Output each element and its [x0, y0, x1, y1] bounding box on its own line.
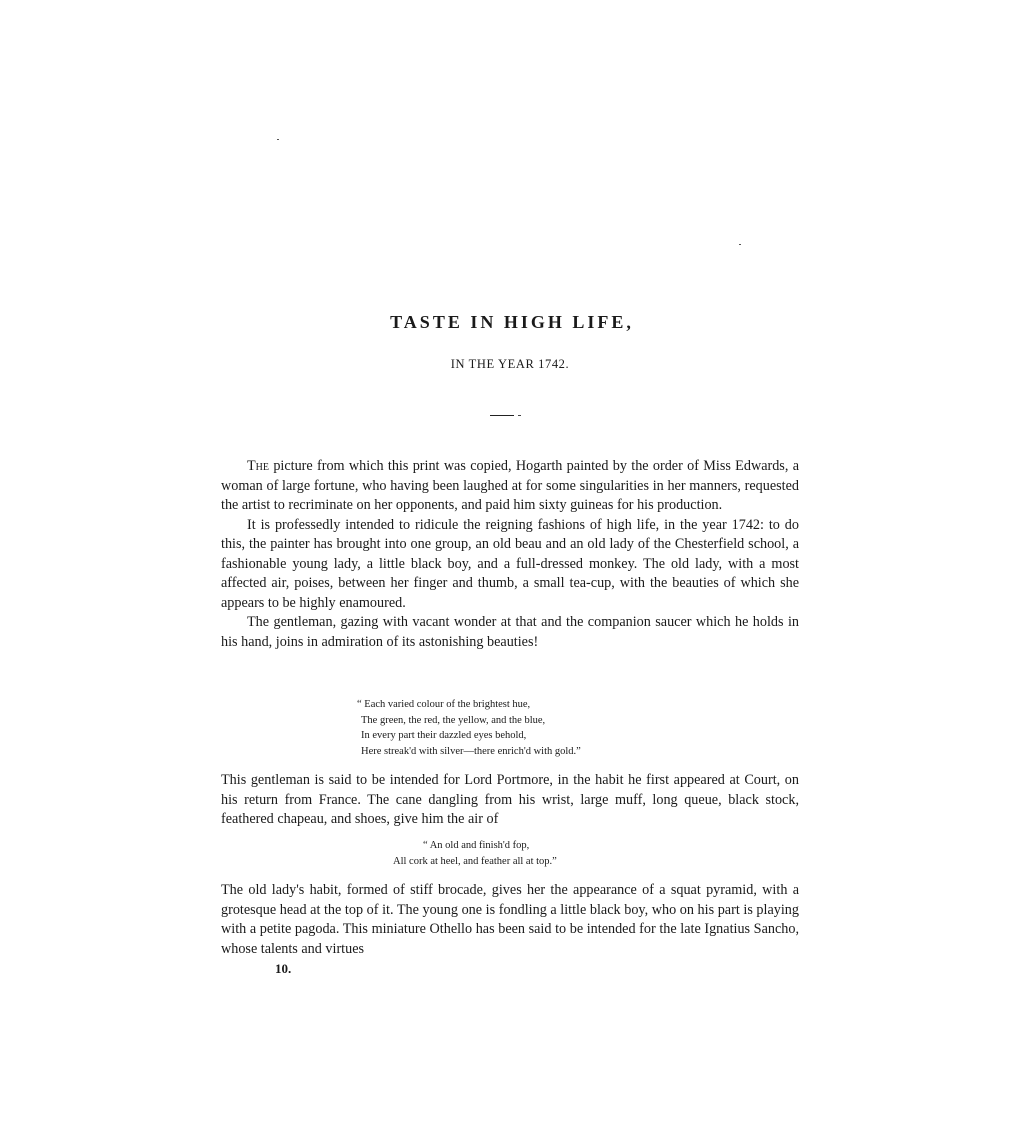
- scan-speck: [277, 139, 279, 140]
- paragraph-1: [221, 457, 799, 516]
- verse-quotation-2: [393, 838, 557, 869]
- paragraph-3: The gentleman, gazing with vacant wonder at that and the companion saucer which he holds in his hand, joins in admiration of its astonishing beauties!: [221, 614, 799, 650]
- verse-line: Here streak'd with silver—there enrich'd with gold.”: [361, 745, 581, 757]
- verse-quotation-1: [357, 697, 581, 759]
- paragraph-4: This gentleman is said to be intended for Lord Portmore, in the habit he first appeared at Court, on his return from France. The cane dangling from his wrist, large muff, long queue, black stock, feathered chapeau, and shoes, give him the air of: [221, 772, 799, 827]
- paragraph-1-text: picture from which this print was copied, Hogarth painted by the order of Miss Edwards, a woman of large fortune, who having been laughed at for some singularities in her manners, requested the artist to recriminate on her opponents, and paid him sixty guineas for his production.: [221, 458, 799, 513]
- ornamental-rule-dot: [518, 415, 521, 416]
- verse-line: “ Each varied colour of the brightest hue,: [357, 699, 531, 710]
- page-subtitle: IN THE YEAR 1742.: [450, 357, 570, 371]
- paragraph-lead-word: The: [247, 458, 269, 474]
- signature-mark: 10.: [275, 961, 292, 976]
- body-text-3: [221, 881, 799, 959]
- body-text-2: [221, 771, 799, 830]
- verse-line: In every part their dazzled eyes behold,: [361, 730, 527, 741]
- verse-line: The green, the red, the yellow, and the blue,: [361, 714, 546, 726]
- ornamental-rule: [490, 415, 514, 416]
- verse-line: “ An old and finish'd fop,: [423, 840, 530, 851]
- paragraph-2: It is professedly intended to ridicule the reigning fashions of high life, in the year 1742: to do this, the painter has brought into one group, an old beau and an old lady of the Chesterfield school, a fashionable young lady, a little black boy, and a full-dressed monkey. The old lady, with a most affected air, poises, between her finger and thumb, a small tea-cup, with the beauties of which she appears to be highly enamoured.: [221, 516, 799, 611]
- verse-line: All cork at heel, and feather all at top.”: [393, 855, 557, 867]
- paragraph-5: The old lady's habit, formed of stiff brocade, gives her the appearance of a squat pyramid, with a grotesque head at the top of it. The young one is fondling a little black boy, who on his part is playing with a petite pagoda. This miniature Othello has been said to be intended for the late Ignatius Sancho, whose talents and virtues: [221, 882, 799, 957]
- page-title: TASTE IN HIGH LIFE,: [390, 312, 634, 332]
- scan-speck: [739, 244, 741, 245]
- body-text-1: [221, 457, 799, 652]
